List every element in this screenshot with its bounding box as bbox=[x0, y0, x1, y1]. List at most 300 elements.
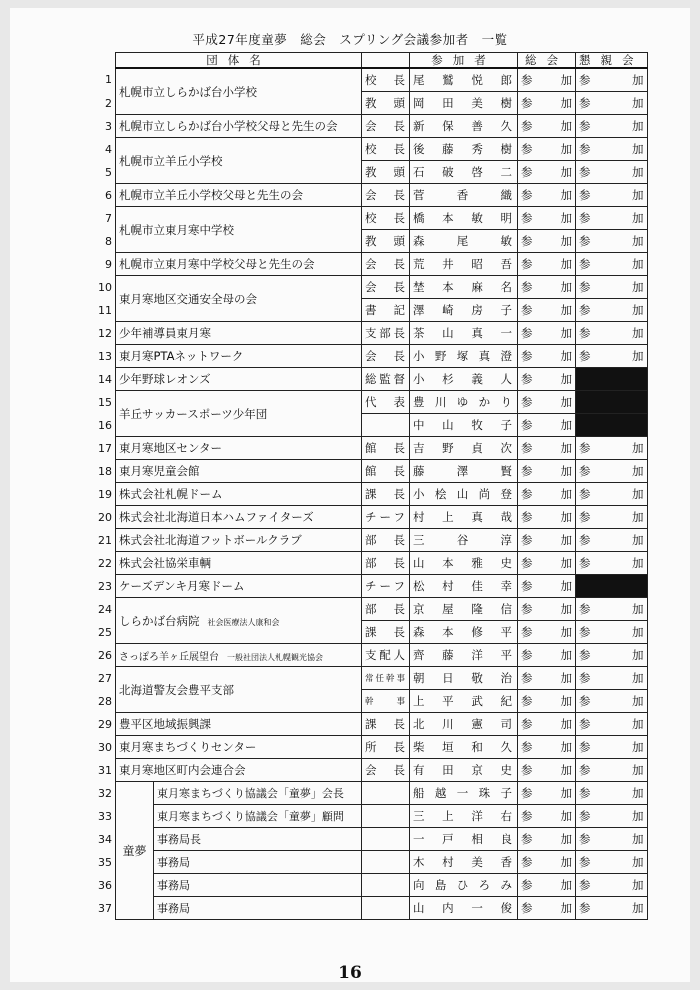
soukai-status-text: 参 加 bbox=[521, 671, 572, 685]
row-number: 28 bbox=[98, 694, 112, 708]
org-name-text: 東月寒児童会館 bbox=[119, 464, 200, 478]
participant-name: 小野塚真澄 bbox=[410, 345, 518, 368]
role-title: 代表 bbox=[362, 391, 410, 414]
soukai-status bbox=[518, 414, 576, 437]
konshinkai-status-text: 参 加 bbox=[579, 510, 644, 524]
participant-name: 木村美香 bbox=[410, 851, 518, 874]
row-number: 4 bbox=[105, 142, 112, 156]
soukai-status bbox=[518, 92, 576, 115]
konshinkai-status bbox=[576, 92, 648, 115]
konshinkai-status bbox=[576, 759, 648, 782]
participant-name: 小桧山尚登 bbox=[410, 483, 518, 506]
role-title: 会長 bbox=[362, 759, 410, 782]
org-name: 事務局 bbox=[154, 851, 362, 874]
role-title: 校長 bbox=[362, 207, 410, 230]
row-number: 16 bbox=[98, 418, 112, 432]
konshinkai-status-text: 参 加 bbox=[579, 786, 644, 800]
table-row bbox=[95, 851, 647, 874]
soukai-status-text: 参 加 bbox=[521, 119, 572, 133]
role-title: 校長 bbox=[362, 68, 410, 92]
soukai-status-text: 参 加 bbox=[521, 303, 572, 317]
participant-name: 菅香織 bbox=[410, 184, 518, 207]
table-row bbox=[95, 759, 647, 782]
participant-name: 齊藤洋平 bbox=[410, 644, 518, 667]
soukai-status-text: 参 加 bbox=[521, 556, 572, 570]
org-name-text: 羊丘サッカースポーツ少年団 bbox=[119, 406, 268, 421]
soukai-status-text: 参 加 bbox=[521, 211, 572, 225]
table-header-row bbox=[95, 53, 647, 69]
konshinkai-status bbox=[576, 506, 648, 529]
konshinkai-status-text: 参 加 bbox=[579, 211, 644, 225]
konshinkai-status bbox=[576, 253, 648, 276]
table-row bbox=[95, 483, 647, 506]
soukai-status-text: 参 加 bbox=[521, 418, 572, 432]
konshinkai-status-text: 参 加 bbox=[579, 326, 644, 340]
soukai-status bbox=[518, 184, 576, 207]
table-row bbox=[95, 667, 647, 690]
role-title: 会長 bbox=[362, 115, 410, 138]
soukai-status bbox=[518, 621, 576, 644]
role-title: 所長 bbox=[362, 736, 410, 759]
org-name-text: 札幌市立東月寒中学校父母と先生の会 bbox=[119, 257, 315, 271]
org-sub-text: 社会医療法人康和会 bbox=[207, 617, 280, 627]
role-title: 会長 bbox=[362, 253, 410, 276]
konshinkai-status-text: 参 加 bbox=[579, 602, 644, 616]
konshinkai-status bbox=[576, 184, 648, 207]
participant-name: 埜本麻名 bbox=[410, 276, 518, 299]
org-name-text: 株式会社北海道日本ハムファイターズ bbox=[119, 510, 314, 524]
table-row bbox=[95, 460, 647, 483]
soukai-status bbox=[518, 828, 576, 851]
soukai-status-text: 参 加 bbox=[521, 901, 572, 915]
soukai-status-text: 参 加 bbox=[521, 763, 572, 777]
row-number: 20 bbox=[98, 510, 112, 524]
row-number: 7 bbox=[105, 211, 112, 225]
org-name-text: 札幌市立しらかば台小学校父母と先生の会 bbox=[119, 119, 338, 133]
row-number: 26 bbox=[98, 648, 112, 662]
konshinkai-status bbox=[576, 598, 648, 621]
konshinkai-status-text: 参 加 bbox=[579, 832, 644, 846]
role-title: チーフ bbox=[362, 575, 410, 598]
table-row bbox=[95, 529, 647, 552]
soukai-status-text: 参 加 bbox=[521, 878, 572, 892]
table-row bbox=[95, 897, 647, 920]
role-title: 会長 bbox=[362, 345, 410, 368]
participant-name: 北川憲司 bbox=[410, 713, 518, 736]
row-number: 15 bbox=[98, 395, 112, 409]
table-row bbox=[95, 253, 647, 276]
role-title: 教頭 bbox=[362, 161, 410, 184]
org-name-text: 少年野球レオンズ bbox=[119, 372, 211, 386]
soukai-status bbox=[518, 276, 576, 299]
org-name bbox=[116, 575, 362, 598]
org-name: 東月寒まちづくり協議会「童夢」会長 bbox=[154, 782, 362, 805]
table-row bbox=[95, 713, 647, 736]
table-row bbox=[95, 552, 647, 575]
konshinkai-status-text: 参 加 bbox=[579, 441, 644, 455]
soukai-status bbox=[518, 667, 576, 690]
role-title bbox=[362, 851, 410, 874]
org-name-text: 株式会社北海道フットボールクラブ bbox=[119, 533, 302, 547]
role-title: 課長 bbox=[362, 621, 410, 644]
konshinkai-status bbox=[576, 68, 648, 92]
header-konshinkai: 懇親会 bbox=[576, 53, 648, 69]
row-number: 9 bbox=[105, 257, 112, 271]
role-title: 総監督 bbox=[362, 368, 410, 391]
row-number: 34 bbox=[98, 832, 112, 846]
konshinkai-status bbox=[576, 138, 648, 161]
konshinkai-status-text: 参 加 bbox=[579, 648, 644, 662]
role-title: 校長 bbox=[362, 138, 410, 161]
org-name bbox=[116, 391, 362, 437]
soukai-status-text: 参 加 bbox=[521, 234, 572, 248]
soukai-status-text: 参 加 bbox=[521, 441, 572, 455]
org-name-text: 北海道警友会豊平支部 bbox=[119, 682, 234, 697]
header-soukai: 総会 bbox=[518, 53, 576, 69]
row-number: 22 bbox=[98, 556, 112, 570]
konshinkai-status-text: 参 加 bbox=[579, 464, 644, 478]
soukai-status-text: 参 加 bbox=[521, 165, 572, 179]
konshinkai-status bbox=[576, 736, 648, 759]
role-title: 支配人 bbox=[362, 644, 410, 667]
org-name-text: 札幌市立羊丘小学校父母と先生の会 bbox=[119, 188, 303, 202]
role-title: 部長 bbox=[362, 529, 410, 552]
participant-name: 橋本敏明 bbox=[410, 207, 518, 230]
org-name bbox=[116, 322, 362, 345]
soukai-status bbox=[518, 437, 576, 460]
participant-name: 後藤秀樹 bbox=[410, 138, 518, 161]
konshinkai-status-text: 参 加 bbox=[579, 556, 644, 570]
row-number: 17 bbox=[98, 441, 112, 455]
org-name bbox=[116, 552, 362, 575]
konshinkai-status bbox=[576, 230, 648, 253]
row-number: 21 bbox=[98, 533, 112, 547]
konshinkai-status-text: 参 加 bbox=[579, 188, 644, 202]
org-name bbox=[116, 644, 362, 667]
soukai-status-text: 参 加 bbox=[521, 464, 572, 478]
konshinkai-status bbox=[576, 161, 648, 184]
soukai-status-text: 参 加 bbox=[521, 832, 572, 846]
org-name bbox=[116, 138, 362, 184]
soukai-status bbox=[518, 230, 576, 253]
konshinkai-status-text: 参 加 bbox=[579, 671, 644, 685]
table-row bbox=[95, 68, 647, 92]
role-title: 会長 bbox=[362, 184, 410, 207]
role-title: 常任幹事 bbox=[362, 667, 410, 690]
konshinkai-status bbox=[576, 874, 648, 897]
row-number: 14 bbox=[98, 372, 112, 386]
table-row bbox=[95, 874, 647, 897]
role-title: 教頭 bbox=[362, 230, 410, 253]
participant-name: 朝日敬治 bbox=[410, 667, 518, 690]
role-title bbox=[362, 828, 410, 851]
konshinkai-status bbox=[576, 621, 648, 644]
participant-name: 茶山真一 bbox=[410, 322, 518, 345]
role-title: 会長 bbox=[362, 276, 410, 299]
org-name bbox=[116, 68, 362, 115]
participant-name: 上平武紀 bbox=[410, 690, 518, 713]
participant-name: 有田京史 bbox=[410, 759, 518, 782]
soukai-status bbox=[518, 299, 576, 322]
soukai-status-text: 参 加 bbox=[521, 602, 572, 616]
row-number: 13 bbox=[98, 349, 112, 363]
role-title: 館長 bbox=[362, 437, 410, 460]
page-number: 16 bbox=[338, 963, 362, 983]
soukai-status bbox=[518, 552, 576, 575]
org-name bbox=[116, 483, 362, 506]
role-title: 部長 bbox=[362, 598, 410, 621]
role-title: 部長 bbox=[362, 552, 410, 575]
konshinkai-status bbox=[576, 391, 648, 414]
konshinkai-status-text: 参 加 bbox=[579, 533, 644, 547]
row-number: 29 bbox=[98, 717, 112, 731]
konshinkai-status-text: 参 加 bbox=[579, 73, 644, 87]
table-row bbox=[95, 828, 647, 851]
org-name: 事務局 bbox=[154, 897, 362, 920]
document-title: 平成27年度童夢 総会 スプリング会議参加者 一覧 bbox=[192, 32, 508, 47]
row-number: 10 bbox=[98, 280, 112, 294]
soukai-status-text: 参 加 bbox=[521, 73, 572, 87]
konshinkai-status-text: 参 加 bbox=[579, 142, 644, 156]
soukai-status bbox=[518, 345, 576, 368]
participant-name: 山本雅史 bbox=[410, 552, 518, 575]
participant-name: 森本修平 bbox=[410, 621, 518, 644]
participant-name: 小杉義人 bbox=[410, 368, 518, 391]
row-number: 11 bbox=[98, 303, 112, 317]
org-name-text: 札幌市立羊丘小学校 bbox=[119, 153, 223, 168]
participant-name: 荒井昭吾 bbox=[410, 253, 518, 276]
konshinkai-status-text: 参 加 bbox=[579, 280, 644, 294]
soukai-status-text: 参 加 bbox=[521, 786, 572, 800]
role-title: 書記 bbox=[362, 299, 410, 322]
participant-name: 藤澤賢 bbox=[410, 460, 518, 483]
konshinkai-status-text: 参 加 bbox=[579, 763, 644, 777]
org-name-text: 札幌市立しらかば台小学校 bbox=[119, 84, 257, 99]
soukai-status bbox=[518, 713, 576, 736]
soukai-status bbox=[518, 253, 576, 276]
org-name-text: 東月寒地区センター bbox=[119, 441, 223, 455]
konshinkai-status bbox=[576, 897, 648, 920]
soukai-status-text: 参 加 bbox=[521, 625, 572, 639]
konshinkai-status-text: 参 加 bbox=[579, 717, 644, 731]
participant-name: 森尾敏 bbox=[410, 230, 518, 253]
row-number: 32 bbox=[98, 786, 112, 800]
soukai-status bbox=[518, 68, 576, 92]
row-number: 3 bbox=[105, 119, 112, 133]
konshinkai-status-text: 参 加 bbox=[579, 694, 644, 708]
org-name bbox=[116, 736, 362, 759]
soukai-status bbox=[518, 460, 576, 483]
row-number: 12 bbox=[98, 326, 112, 340]
konshinkai-status-text: 参 加 bbox=[579, 809, 644, 823]
konshinkai-status bbox=[576, 575, 648, 598]
org-name-text: さっぽろ羊ヶ丘展望台 bbox=[119, 651, 219, 663]
konshinkai-status bbox=[576, 460, 648, 483]
participant-name: 中山牧子 bbox=[410, 414, 518, 437]
header-org: 団体名 bbox=[116, 53, 362, 69]
konshinkai-status bbox=[576, 276, 648, 299]
org-name bbox=[116, 759, 362, 782]
soukai-status bbox=[518, 782, 576, 805]
soukai-status bbox=[518, 322, 576, 345]
org-name-text: 東月寒地区交通安全母の会 bbox=[119, 291, 257, 306]
konshinkai-status bbox=[576, 828, 648, 851]
soukai-status bbox=[518, 690, 576, 713]
konshinkai-status-text: 参 加 bbox=[579, 119, 644, 133]
row-number: 5 bbox=[105, 165, 112, 179]
soukai-status-text: 参 加 bbox=[521, 280, 572, 294]
org-name bbox=[116, 368, 362, 391]
participant-name: 三谷淳 bbox=[410, 529, 518, 552]
table-row bbox=[95, 322, 647, 345]
soukai-status bbox=[518, 529, 576, 552]
soukai-status-text: 参 加 bbox=[521, 395, 572, 409]
org-name-text: 株式会社札幌ドーム bbox=[119, 487, 223, 501]
role-title bbox=[362, 897, 410, 920]
soukai-status-text: 参 加 bbox=[521, 579, 572, 593]
konshinkai-status-text: 参 加 bbox=[579, 96, 644, 110]
soukai-status bbox=[518, 805, 576, 828]
participant-name: 豊川ゆかり bbox=[410, 391, 518, 414]
org-name-text: 少年補導員東月寒 bbox=[119, 326, 211, 340]
soukai-status bbox=[518, 736, 576, 759]
participant-name: 船越一珠子 bbox=[410, 782, 518, 805]
group-label: 童夢 bbox=[116, 782, 154, 920]
konshinkai-status bbox=[576, 207, 648, 230]
role-title bbox=[362, 874, 410, 897]
konshinkai-status bbox=[576, 115, 648, 138]
soukai-status bbox=[518, 207, 576, 230]
org-name bbox=[116, 460, 362, 483]
konshinkai-status-text: 参 加 bbox=[579, 257, 644, 271]
row-number: 30 bbox=[98, 740, 112, 754]
table-row bbox=[95, 276, 647, 299]
table-row bbox=[95, 506, 647, 529]
row-number: 37 bbox=[98, 901, 112, 915]
soukai-status bbox=[518, 851, 576, 874]
org-name bbox=[116, 713, 362, 736]
konshinkai-status-text: 参 加 bbox=[579, 901, 644, 915]
role-title: 教頭 bbox=[362, 92, 410, 115]
row-number: 36 bbox=[98, 878, 112, 892]
konshinkai-status bbox=[576, 805, 648, 828]
soukai-status-text: 参 加 bbox=[521, 533, 572, 547]
konshinkai-status bbox=[576, 782, 648, 805]
participant-name: 山内一俊 bbox=[410, 897, 518, 920]
participant-name: 澤崎房子 bbox=[410, 299, 518, 322]
org-name-text: 豊平区地域振興課 bbox=[119, 717, 211, 731]
soukai-status bbox=[518, 115, 576, 138]
soukai-status-text: 参 加 bbox=[521, 349, 572, 363]
row-number: 2 bbox=[105, 96, 112, 110]
org-name bbox=[116, 207, 362, 253]
soukai-status-text: 参 加 bbox=[521, 717, 572, 731]
row-number: 23 bbox=[98, 579, 112, 593]
participant-name: 新保善久 bbox=[410, 115, 518, 138]
row-number: 18 bbox=[98, 464, 112, 478]
konshinkai-status bbox=[576, 368, 648, 391]
soukai-status-text: 参 加 bbox=[521, 142, 572, 156]
org-name: 東月寒まちづくり協議会「童夢」顧問 bbox=[154, 805, 362, 828]
org-name bbox=[116, 253, 362, 276]
org-name bbox=[116, 437, 362, 460]
participant-name: 一戸相良 bbox=[410, 828, 518, 851]
konshinkai-status-text: 参 加 bbox=[579, 487, 644, 501]
soukai-status bbox=[518, 897, 576, 920]
row-number: 31 bbox=[98, 763, 112, 777]
soukai-status-text: 参 加 bbox=[521, 809, 572, 823]
org-sub-text: 一般社団法人札幌観光協会 bbox=[227, 652, 323, 662]
participant-name: 柴垣和久 bbox=[410, 736, 518, 759]
konshinkai-status bbox=[576, 851, 648, 874]
konshinkai-status-text: 参 加 bbox=[579, 234, 644, 248]
soukai-status bbox=[518, 598, 576, 621]
table-row bbox=[95, 207, 647, 230]
row-number: 8 bbox=[105, 234, 112, 248]
soukai-status-text: 参 加 bbox=[521, 648, 572, 662]
participant-name: 村上真哉 bbox=[410, 506, 518, 529]
soukai-status bbox=[518, 483, 576, 506]
participant-name: 石破啓二 bbox=[410, 161, 518, 184]
konshinkai-status bbox=[576, 667, 648, 690]
org-name bbox=[116, 184, 362, 207]
org-name: 事務局長 bbox=[154, 828, 362, 851]
participant-name: 京屋隆信 bbox=[410, 598, 518, 621]
konshinkai-status bbox=[576, 644, 648, 667]
soukai-status bbox=[518, 391, 576, 414]
konshinkai-status bbox=[576, 690, 648, 713]
konshinkai-status bbox=[576, 713, 648, 736]
row-number: 19 bbox=[98, 487, 112, 501]
soukai-status bbox=[518, 575, 576, 598]
role-title bbox=[362, 805, 410, 828]
org-name-text: ケーズデンキ月寒ドーム bbox=[119, 579, 245, 593]
org-name bbox=[116, 115, 362, 138]
header-role bbox=[362, 53, 410, 69]
konshinkai-status-text: 参 加 bbox=[579, 625, 644, 639]
participant-name: 三上洋右 bbox=[410, 805, 518, 828]
role-title: 課長 bbox=[362, 713, 410, 736]
org-name bbox=[116, 276, 362, 322]
table-row bbox=[95, 805, 647, 828]
soukai-status-text: 参 加 bbox=[521, 510, 572, 524]
konshinkai-status bbox=[576, 552, 648, 575]
org-name bbox=[116, 529, 362, 552]
konshinkai-status-text: 参 加 bbox=[579, 303, 644, 317]
org-name bbox=[116, 345, 362, 368]
org-name: 事務局 bbox=[154, 874, 362, 897]
participant-name: 松村佳幸 bbox=[410, 575, 518, 598]
participant-name: 尾鷲悦郎 bbox=[410, 68, 518, 92]
soukai-status bbox=[518, 644, 576, 667]
konshinkai-status bbox=[576, 299, 648, 322]
role-title: 館長 bbox=[362, 460, 410, 483]
role-title bbox=[362, 782, 410, 805]
soukai-status-text: 参 加 bbox=[521, 257, 572, 271]
soukai-status bbox=[518, 161, 576, 184]
org-name-text: 東月寒地区町内会連合会 bbox=[119, 763, 246, 777]
table-row bbox=[95, 644, 647, 667]
soukai-status-text: 参 加 bbox=[521, 326, 572, 340]
soukai-status bbox=[518, 874, 576, 897]
konshinkai-status bbox=[576, 437, 648, 460]
participant-name: 向島ひろみ bbox=[410, 874, 518, 897]
org-name bbox=[116, 667, 362, 713]
participant-name: 吉野貞次 bbox=[410, 437, 518, 460]
konshinkai-status bbox=[576, 483, 648, 506]
soukai-status bbox=[518, 138, 576, 161]
soukai-status-text: 参 加 bbox=[521, 855, 572, 869]
